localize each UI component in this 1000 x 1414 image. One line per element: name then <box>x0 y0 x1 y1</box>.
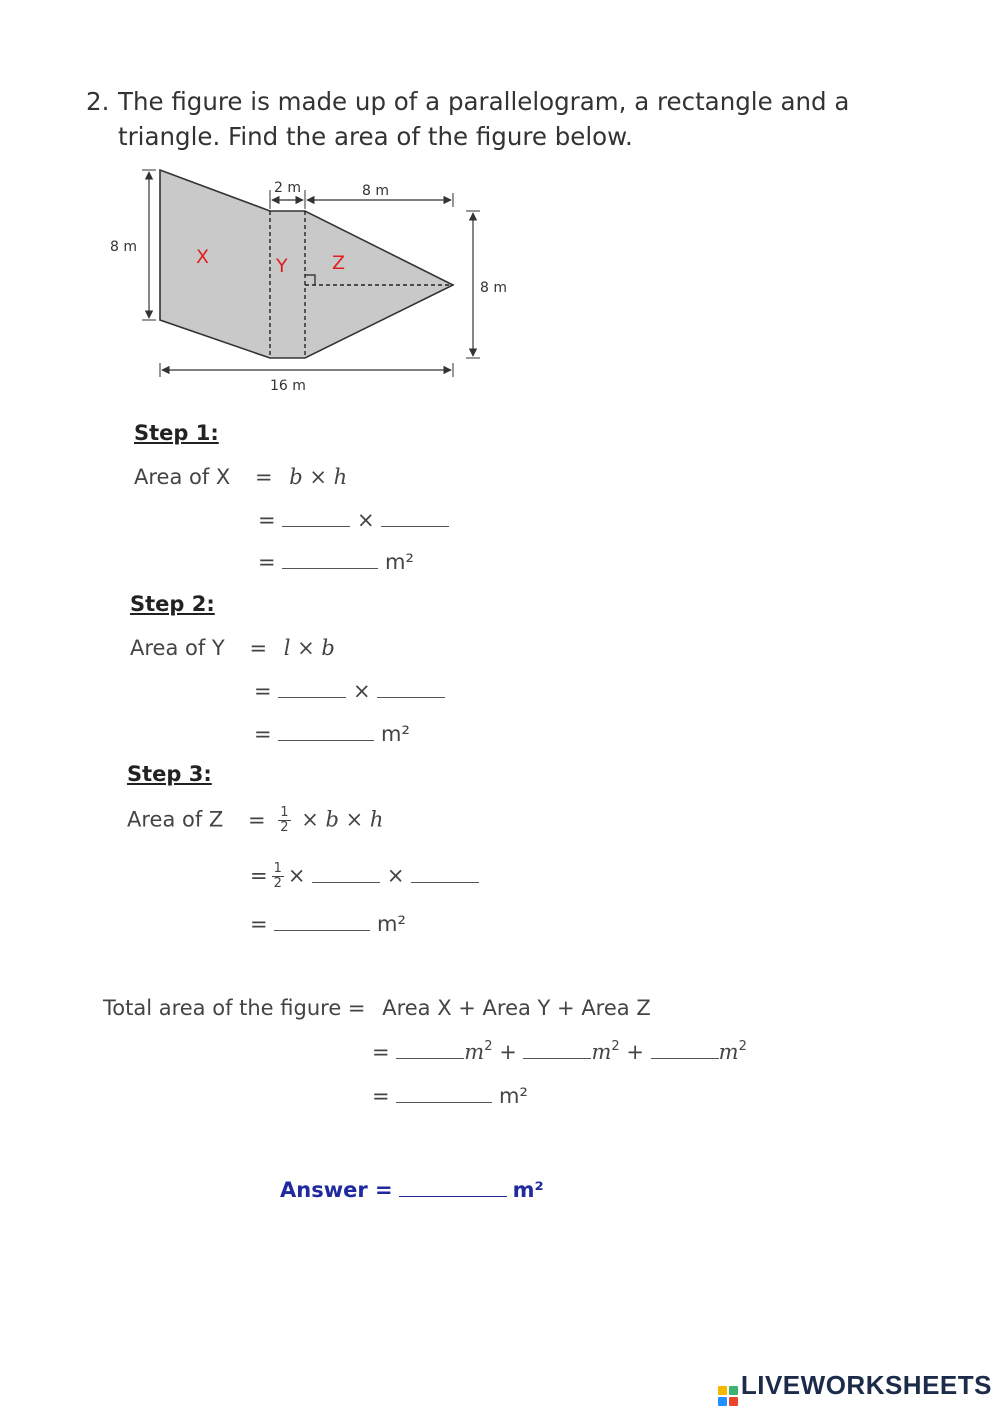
total-substitution: = $m^2 + m^2 + m^2$ <box>372 1039 747 1064</box>
step-1-blank-b[interactable] <box>282 508 350 527</box>
step-3-substitution: = $\frac{1}{2}$ × × <box>250 862 479 891</box>
step-1-formula-line: Area of X = b × h <box>134 465 348 489</box>
question-line-2: triangle. Find the area of the figure below. <box>118 122 633 151</box>
half-fraction-2: $\frac{1}{2}$ <box>273 861 282 891</box>
answer-unit: m² <box>512 1178 544 1202</box>
label-shape-y: Y <box>276 255 288 277</box>
label-left-height: 8 m <box>110 239 137 255</box>
step-2-blank-area[interactable] <box>278 722 374 741</box>
step-2-formula-line: Area of Y = l × b <box>130 636 335 660</box>
liveworksheets-logo <box>718 1370 992 1406</box>
step-3-title: Step 3: <box>127 762 212 786</box>
total-expression: Area X + Area Y + Area Z <box>382 996 651 1020</box>
question-number: 2. <box>86 87 110 116</box>
logo-icon <box>718 1386 738 1406</box>
total-blank-z[interactable] <box>651 1040 719 1059</box>
label-top-right: 8 m <box>362 183 389 199</box>
total-blank-x[interactable] <box>396 1040 464 1059</box>
step-1-blank-h[interactable] <box>381 508 449 527</box>
total-blank-y[interactable] <box>523 1040 591 1059</box>
total-label: Total area of the figure = <box>103 996 366 1020</box>
label-shape-x: X <box>196 246 210 268</box>
step-3-formula: × b × h <box>301 807 384 832</box>
logo-text: LIVEWORKSHEETS <box>740 1370 992 1400</box>
step-2-blank-b[interactable] <box>377 679 445 698</box>
total-result: = m² <box>372 1084 528 1108</box>
label-top-small: 2 m <box>274 180 301 196</box>
step-2-label: Area of Y <box>130 636 225 660</box>
step-3-blank-b[interactable] <box>312 864 380 883</box>
step-1-result: = m² <box>258 550 414 574</box>
step-2-blank-l[interactable] <box>278 679 346 698</box>
answer-label: Answer = <box>280 1178 393 1202</box>
step-1-blank-area[interactable] <box>282 550 378 569</box>
step-3-blank-h[interactable] <box>411 864 479 883</box>
step-1-substitution: = × <box>258 508 449 532</box>
step-1-label: Area of X <box>134 465 231 489</box>
label-shape-z: Z <box>332 252 346 274</box>
step-1-title: Step 1: <box>134 421 219 445</box>
step-1-formula: b × h <box>289 465 348 489</box>
answer-line <box>280 1178 544 1202</box>
step-3-label: Area of Z <box>127 807 224 832</box>
step-2-substitution: = × <box>254 679 445 703</box>
half-fraction: $\frac{1}{2}$ <box>280 805 289 835</box>
total-blank-area[interactable] <box>396 1084 492 1103</box>
label-bottom-width: 16 m <box>270 378 306 394</box>
step-3-formula-line: Area of Z = $\frac{1}{2}$ × b × h <box>127 805 384 835</box>
question-line-1: The figure is made up of a parallelogram, a rectangle and a <box>118 87 850 116</box>
step-2-result: = m² <box>254 722 410 746</box>
step-3-blank-area[interactable] <box>274 912 370 931</box>
question <box>86 84 906 154</box>
answer-blank[interactable] <box>399 1178 507 1197</box>
label-right-height: 8 m <box>480 280 507 296</box>
step-3-result: = m² <box>250 912 406 936</box>
step-2-formula: l × b <box>283 636 335 660</box>
step-2-title: Step 2: <box>130 592 215 616</box>
total-line <box>103 996 651 1020</box>
composite-figure <box>100 165 530 395</box>
